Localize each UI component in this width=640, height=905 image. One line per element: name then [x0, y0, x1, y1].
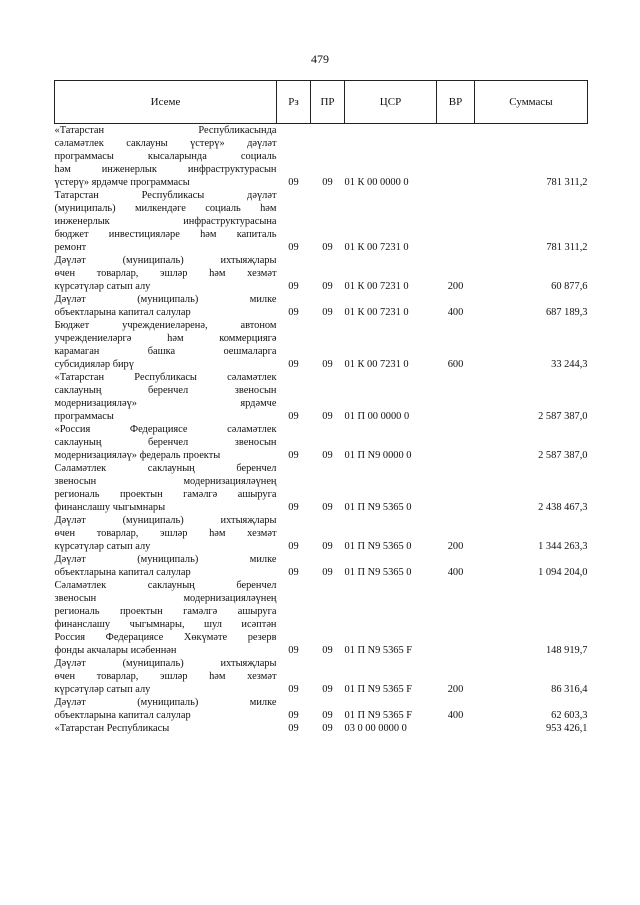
row-name-line: ремонт — [54, 242, 87, 253]
row-vr: 200 — [447, 281, 464, 292]
row-pr: 09 — [322, 411, 333, 422]
row-rz: 09 — [288, 567, 299, 578]
row-name-line: «Татарстан Республикасында — [54, 125, 277, 136]
row-name — [55, 293, 277, 319]
row-name-line: Бюджет учреждениеләренә, автоном — [54, 320, 277, 331]
header-pr: ПР — [311, 81, 345, 124]
header-sum: Суммасы — [475, 81, 588, 124]
table-row — [55, 293, 588, 319]
row-rz: 09 — [288, 723, 299, 734]
table-row — [55, 722, 588, 735]
row-name-line: объектларына капитал салулар — [54, 710, 191, 721]
table-row — [55, 371, 588, 423]
row-name-line: фонды акчалары исәбеннән — [54, 645, 177, 656]
row-name-line: Дәүләт (муниципаль) милке — [54, 554, 277, 565]
row-name — [55, 514, 277, 553]
row-pr: 09 — [322, 541, 333, 552]
row-csr: 01 П N9 0000 0 — [344, 450, 412, 461]
row-name — [55, 696, 277, 722]
row-rz: 09 — [288, 502, 299, 513]
row-rz: 09 — [288, 177, 299, 188]
row-sum: 2 587 387,0 — [538, 450, 588, 461]
row-rz: 09 — [288, 645, 299, 656]
row-name-line: күрсәтүләр сатып алу — [54, 684, 151, 695]
row-sum: 1 344 263,3 — [538, 541, 588, 552]
row-pr: 09 — [322, 307, 333, 318]
row-rz: 09 — [288, 541, 299, 552]
row-name-line: өчен товарлар, эшләр һәм хезмәт — [54, 671, 277, 682]
header-name: Исеме — [55, 81, 277, 124]
row-name — [55, 371, 277, 423]
row-rz: 09 — [288, 684, 299, 695]
table-row — [55, 124, 588, 190]
row-rz: 09 — [288, 411, 299, 422]
row-vr — [437, 462, 475, 514]
row-name-line: объектларына капитал салулар — [54, 307, 191, 318]
row-name-line: региональ проектын гамәлгә ашыруга — [54, 606, 277, 617]
row-name — [55, 319, 277, 371]
row-name-line: Сәламәтлек саклауның беренчел — [54, 580, 277, 591]
row-rz: 09 — [288, 242, 299, 253]
row-vr — [437, 423, 475, 462]
row-pr: 09 — [322, 359, 333, 370]
page-number: 479 — [311, 52, 329, 66]
row-name-line: звеносын модернизацияләүнең — [54, 593, 277, 604]
row-name-line: региональ проектын гамәлгә ашыруга — [54, 489, 277, 500]
row-name-line: «Татарстан Республикасы — [54, 723, 170, 734]
row-name-line: Дәүләт (муниципаль) милке — [54, 294, 277, 305]
row-name-line: һәм инженерлык инфраструктурасын — [54, 164, 277, 175]
row-name-line: өчен товарлар, эшләр һәм хезмәт — [54, 528, 277, 539]
table-row — [55, 696, 588, 722]
table-row — [55, 579, 588, 657]
row-name-line: Дәүләт (муниципаль) ихтыяҗлары — [54, 515, 277, 526]
row-name-line: күрсәтүләр сатып алу — [54, 281, 151, 292]
row-csr: 01 П N9 5365 F — [344, 684, 413, 695]
row-name — [55, 254, 277, 293]
row-rz: 09 — [288, 281, 299, 292]
row-pr: 09 — [322, 242, 333, 253]
header-csr: ЦСР — [345, 81, 437, 124]
row-sum: 33 244,3 — [551, 359, 588, 370]
row-csr: 01 К 00 7231 0 — [344, 242, 409, 253]
row-sum: 781 311,2 — [546, 177, 588, 188]
row-csr: 01 П N9 5365 F — [344, 645, 413, 656]
row-name-line: үстерү» ярдәмче программасы — [54, 177, 190, 188]
table-row — [55, 657, 588, 696]
row-name-line: Дәүләт (муниципаль) милке — [54, 697, 277, 708]
row-name-line: саклауның беренчел звеносын — [54, 437, 277, 448]
row-csr: 03 0 00 0000 0 — [344, 723, 407, 734]
row-csr: 01 К 00 7231 0 — [344, 281, 409, 292]
row-vr: 600 — [447, 359, 464, 370]
row-sum: 86 316,4 — [551, 684, 588, 695]
row-name — [55, 657, 277, 696]
row-name-line: субсидияләр бирү — [54, 359, 134, 370]
row-sum: 60 877,6 — [551, 281, 588, 292]
budget-table — [54, 80, 588, 735]
row-name-line: Сәламәтлек саклауның беренчел — [54, 463, 277, 474]
row-sum: 781 311,2 — [546, 242, 588, 253]
table-row — [55, 423, 588, 462]
row-vr: 400 — [447, 307, 464, 318]
row-name-line: «Татарстан Республикасы сәламәтлек — [54, 372, 277, 383]
table-row — [55, 189, 588, 254]
row-rz: 09 — [288, 359, 299, 370]
row-pr: 09 — [322, 567, 333, 578]
row-csr: 01 П N9 5365 0 — [344, 502, 412, 513]
row-sum: 2 438 467,3 — [538, 502, 588, 513]
row-name-line: программасы кысаларында социаль — [54, 151, 277, 162]
row-csr: 01 К 00 7231 0 — [344, 307, 409, 318]
row-name-line: Дәүләт (муниципаль) ихтыяҗлары — [54, 658, 277, 669]
row-name-line: өчен товарлар, эшләр һәм хезмәт — [54, 268, 277, 279]
row-name-line: күрсәтүләр сатып алу — [54, 541, 151, 552]
row-pr: 09 — [322, 710, 333, 721]
row-csr: 01 К 00 0000 0 — [344, 177, 409, 188]
row-name-line: учреждениеләргә һәм коммерциягә — [54, 333, 277, 344]
table-row — [55, 462, 588, 514]
row-csr: 01 П N9 5365 F — [344, 710, 413, 721]
row-name-line: Татарстан Республикасы дәүләт — [54, 190, 277, 201]
header-vr: ВР — [437, 81, 475, 124]
table-row — [55, 514, 588, 553]
row-name-line: инженерлык инфраструктурасына — [54, 216, 277, 227]
row-vr — [437, 189, 475, 254]
row-name-line: сәламәтлек саклауны үстерү» дәүләт — [54, 138, 277, 149]
row-name-line: бюджет инвестицияләре һәм капиталь — [54, 229, 277, 240]
row-name-line: объектларына капитал салулар — [54, 567, 191, 578]
row-rz: 09 — [288, 450, 299, 461]
row-name — [55, 553, 277, 579]
row-sum: 1 094 204,0 — [538, 567, 588, 578]
row-csr: 01 П N9 5365 0 — [344, 567, 412, 578]
row-sum: 687 189,3 — [545, 307, 588, 318]
row-name-line: финанслашу чыгымнары, шул исәптән — [54, 619, 277, 630]
row-name-line: (муниципаль) милкендәге социаль һәм — [54, 203, 277, 214]
row-rz: 09 — [288, 710, 299, 721]
row-name-line: программасы — [54, 411, 114, 422]
row-pr: 09 — [322, 645, 333, 656]
row-pr: 09 — [322, 177, 333, 188]
row-sum: 953 426,1 — [545, 723, 588, 734]
row-sum: 2 587 387,0 — [538, 411, 588, 422]
row-vr — [437, 124, 475, 190]
row-vr — [437, 722, 475, 735]
row-name — [55, 462, 277, 514]
row-pr: 09 — [322, 450, 333, 461]
row-name-line: саклауның беренчел звеносын — [54, 385, 277, 396]
row-name-line: модернизацияләү» федераль проекты — [54, 450, 221, 461]
row-name-line: карамаган башка оешмаларга — [54, 346, 277, 357]
row-csr: 01 К 00 7231 0 — [344, 359, 409, 370]
row-vr — [437, 579, 475, 657]
table-row — [55, 319, 588, 371]
row-pr: 09 — [322, 281, 333, 292]
row-name — [55, 722, 277, 735]
row-vr: 200 — [447, 684, 464, 695]
row-name — [55, 124, 277, 190]
row-name-line: звеносын модернизацияләүнең — [54, 476, 277, 487]
table-header-row — [55, 81, 588, 124]
row-name-line: «Россия Федерациясе сәламәтлек — [54, 424, 277, 435]
row-name-line: Дәүләт (муниципаль) ихтыяҗлары — [54, 255, 277, 266]
row-pr: 09 — [322, 723, 333, 734]
row-name — [55, 579, 277, 657]
row-name-line: модернизацияләү» ярдәмче — [54, 398, 277, 409]
row-name-line: Россия Федерациясе Хөкүмәте резерв — [54, 632, 277, 643]
row-vr: 400 — [447, 710, 464, 721]
row-pr: 09 — [322, 502, 333, 513]
header-rz: Рз — [277, 81, 311, 124]
row-rz: 09 — [288, 307, 299, 318]
row-vr — [437, 371, 475, 423]
row-name-line: финанслашу чыгымнары — [54, 502, 166, 513]
row-csr: 01 П 00 0000 0 — [344, 411, 410, 422]
row-name — [55, 423, 277, 462]
row-sum: 62 603,3 — [551, 710, 588, 721]
row-csr: 01 П N9 5365 0 — [344, 541, 412, 552]
row-sum: 148 919,7 — [545, 645, 588, 656]
table-row — [55, 254, 588, 293]
row-name — [55, 189, 277, 254]
row-vr: 200 — [447, 541, 464, 552]
row-vr: 400 — [447, 567, 464, 578]
row-pr: 09 — [322, 684, 333, 695]
table-row — [55, 553, 588, 579]
